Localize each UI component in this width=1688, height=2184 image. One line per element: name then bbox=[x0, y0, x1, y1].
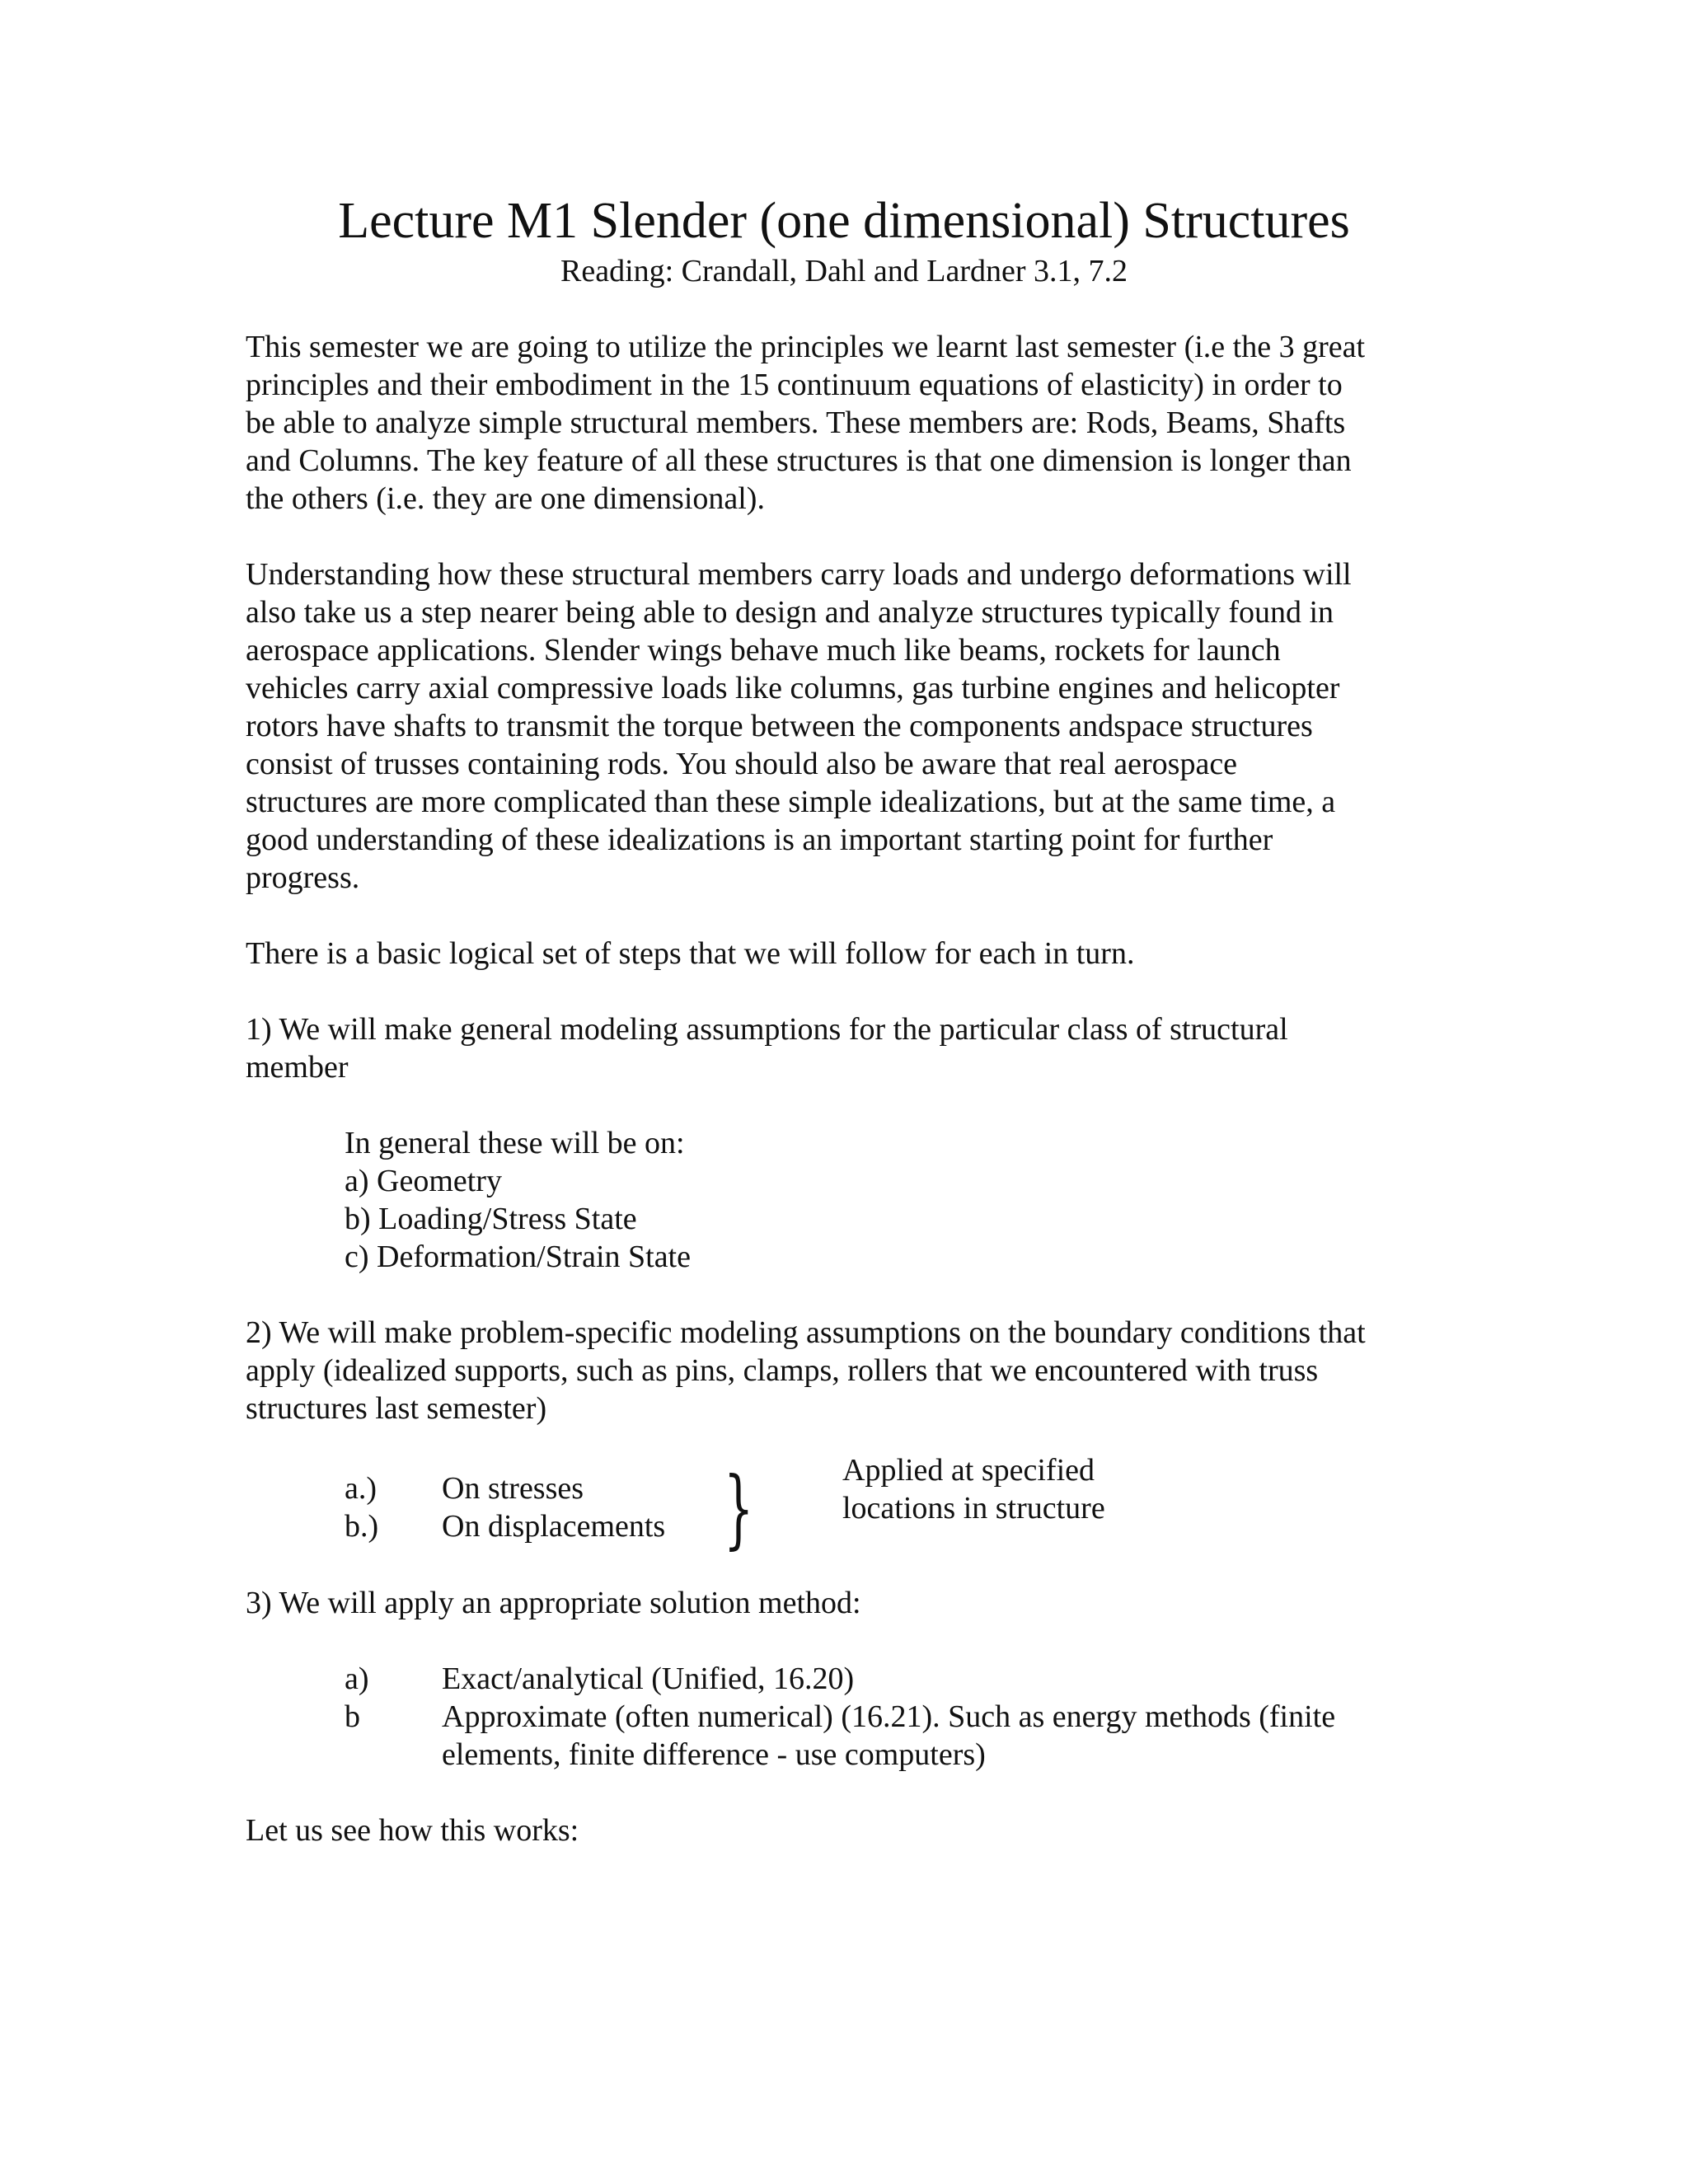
text-line: Applied at specified bbox=[842, 1453, 1095, 1488]
steps-intro: There is a basic logical set of steps that we will follow for each in turn. bbox=[246, 936, 1135, 971]
text-line: be able to analyze simple structural members. These members are: Rods, Beams, Shafts bbox=[246, 405, 1346, 440]
text-line: apply (idealized supports, such as pins, clamps, rollers that we encountered with truss bbox=[246, 1353, 1319, 1388]
text-line: also take us a step nearer being able to design and analyze structures typically found in bbox=[246, 595, 1334, 630]
list-item-label: b bbox=[345, 1699, 360, 1734]
list-item-label: a.) bbox=[345, 1471, 377, 1506]
list-item-text: Approximate (often numerical) (16.21). Such as energy methods (finite bbox=[442, 1699, 1336, 1734]
text-line: and Columns. The key feature of all these structures is that one dimension is longer than bbox=[246, 443, 1352, 478]
intro-paragraph bbox=[246, 328, 1449, 518]
text-line: structures last semester) bbox=[246, 1391, 547, 1426]
text-line: good understanding of these idealizations is an important starting point for further bbox=[246, 823, 1273, 857]
text-line: consist of trusses containing rods. You should also be aware that real aerospace bbox=[246, 747, 1238, 781]
text-line: member bbox=[246, 1050, 349, 1085]
list-item-text: On stresses bbox=[442, 1471, 584, 1506]
list-item-text: Exact/analytical (Unified, 16.20) bbox=[442, 1661, 855, 1696]
text-line: 2) We will make problem-specific modeling assumptions on the boundary conditions that bbox=[246, 1315, 1366, 1350]
text-line: the others (i.e. they are one dimensional). bbox=[246, 481, 765, 516]
list-item: c) Deformation/Strain State bbox=[345, 1240, 691, 1274]
step-1 bbox=[246, 1010, 1449, 1086]
text-line: vehicles carry axial compressive loads like columns, gas turbine engines and helicopter bbox=[246, 671, 1340, 705]
closing-line: Let us see how this works: bbox=[246, 1813, 579, 1848]
text-line: 1) We will make general modeling assumptions for the particular class of structural bbox=[246, 1012, 1288, 1047]
text-line: This semester we are going to utilize the principles we learnt last semester (i.e the 3 great bbox=[246, 330, 1366, 364]
list-item: b) Loading/Stress State bbox=[345, 1202, 637, 1236]
text-line: rotors have shafts to transmit the torque between the components andspace structures bbox=[246, 709, 1313, 743]
understanding-paragraph bbox=[246, 555, 1449, 897]
text-line: structures are more complicated than these simple idealizations, but at the same time, a bbox=[246, 785, 1336, 819]
brace-annotation bbox=[842, 1451, 1105, 1527]
list-item-text-continued: elements, finite difference - use computers) bbox=[442, 1737, 986, 1772]
list-item-label: b.) bbox=[345, 1509, 379, 1544]
text-line: Understanding how these structural members carry loads and undergo deformations will bbox=[246, 557, 1352, 592]
text-line: locations in structure bbox=[842, 1491, 1105, 1526]
list-item-label: a) bbox=[345, 1661, 369, 1696]
step-2 bbox=[246, 1314, 1449, 1427]
step-1-sublist bbox=[345, 1124, 691, 1276]
step-3: 3) We will apply an appropriate solution method: bbox=[246, 1586, 861, 1620]
list-item-text: On displacements bbox=[442, 1509, 666, 1544]
text-line: aerospace applications. Slender wings behave much like beams, rockets for launch bbox=[246, 633, 1281, 668]
text-line: principles and their embodiment in the 15 continuum equations of elasticity) in order to bbox=[246, 368, 1343, 402]
page-title: Lecture M1 Slender (one dimensional) Structures bbox=[338, 193, 1350, 249]
reading-reference: Reading: Crandall, Dahl and Lardner 3.1, 7.2 bbox=[560, 254, 1128, 288]
list-item: a) Geometry bbox=[345, 1164, 502, 1198]
right-brace-glyph: } bbox=[724, 1458, 754, 1558]
text-line: progress. bbox=[246, 860, 360, 895]
list-item: In general these will be on: bbox=[345, 1126, 685, 1160]
